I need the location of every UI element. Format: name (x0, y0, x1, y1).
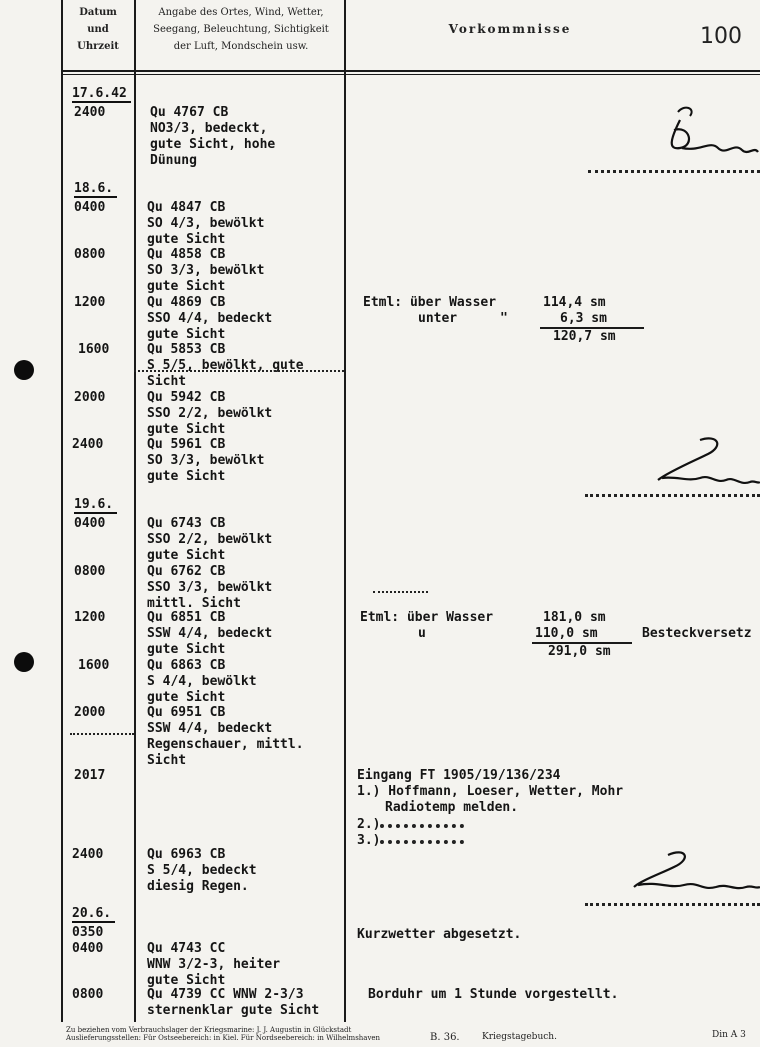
header-rule-2 (61, 74, 760, 75)
ditto-mark: " (500, 311, 508, 326)
etmal-label: u (418, 626, 426, 641)
placeholder-dots (380, 824, 464, 828)
date-label: 18.6. (74, 181, 117, 198)
borduhr-entry: Borduhr um 1 Stunde vorgestellt. (368, 987, 619, 1002)
time-label: 2017 (74, 768, 106, 783)
weather-entry: Qu 4869 CB SSO 4/4, bedeckt gute Sicht (147, 295, 273, 342)
footer-imprint: Zu beziehen vom Verbrauchslager der Kriegsmarine: J. J. Augustin in Glückstadt Auslieferungsstellen: Für Ostseebereich: in Kiel. Für Nordseebereich: in Wilhelmshaven (66, 1026, 381, 1042)
weather-entry: Qu 5942 CB SSO 2/2, bewölkt gute Sicht (147, 390, 273, 437)
time-label: 2400 (72, 437, 104, 452)
time-label: 0400 (74, 200, 106, 215)
signature (648, 432, 760, 494)
weather-entry: Qu 4858 CB SO 3/3, bewölkt gute Sicht (147, 247, 265, 294)
weather-entry: Qu 6963 CB S 5/4, bedeckt diesig Regen. (147, 847, 257, 894)
weather-entry: Qu 6851 CB SSW 4/4, bedeckt gute Sicht (147, 610, 273, 657)
weather-entry: Qu 4847 CB SO 4/3, bewölkt gute Sicht (147, 200, 265, 247)
time-label: 2000 (74, 705, 106, 720)
footer-din: Din A 3 (712, 1030, 746, 1040)
column-rule-1 (134, 0, 136, 1022)
header-ort: Angabe des Ortes, Wind, Wetter, Seegang, Beleuchtung, Sichtigkeit der Luft, Mondschein usw. (153, 7, 329, 52)
separator-dots (134, 370, 344, 372)
time-label: 1200 (74, 295, 106, 310)
etmal-value: 114,4 sm (543, 295, 606, 310)
signature (628, 845, 760, 905)
etmal-note: Besteckversetz (642, 626, 752, 641)
time-label: 0400 (72, 941, 104, 956)
separator-dots (70, 733, 134, 735)
time-label: 1600 (78, 658, 110, 673)
time-label: 0800 (74, 247, 106, 262)
date-label: 19.6. (74, 497, 117, 514)
kurzwetter-entry: Kurzwetter abgesetzt. (357, 927, 522, 942)
column-rule-2 (344, 0, 346, 1022)
time-label: 0800 (74, 564, 106, 579)
column-rule-left (61, 0, 63, 1022)
etmal-entry: Etml: über Wasser (360, 610, 494, 625)
header-vorkommnisse: Vorkommnisse (448, 22, 572, 36)
time-label: 2400 (72, 847, 104, 862)
weather-entry: Qu 6863 CB S 4/4, bewölkt gute Sicht (147, 658, 257, 705)
time-label: 0400 (74, 516, 106, 531)
header-datum: Datum und Uhrzeit (77, 7, 119, 52)
time-label: 1600 (78, 342, 110, 357)
weather-entry: Qu 4743 CC WNW 3/2-3, heiter gute Sicht (147, 941, 281, 988)
etmal-value: 6,3 sm (560, 311, 607, 326)
etmal-value: 181,0 sm (543, 610, 606, 625)
weather-entry: Qu 6762 CB SSO 3/3, bewölkt mittl. Sicht (147, 564, 273, 611)
time-label: 2000 (74, 390, 106, 405)
footer-title: Kriegstagebuch. (482, 1032, 557, 1042)
ft-item: 2.) (357, 817, 381, 832)
signature (660, 100, 760, 170)
etmal-value: 110,0 sm (535, 626, 598, 641)
signature-line (585, 494, 760, 497)
time-label: 2400 (74, 105, 106, 120)
weather-entry: Qu 4767 CB NO3/3, bedeckt, gute Sicht, hohe Dünung (150, 105, 276, 168)
signature-line (588, 170, 760, 173)
etmal-total: 120,7 sm (553, 329, 616, 344)
header-rule (61, 70, 760, 72)
placeholder-dots (380, 840, 464, 844)
punch-hole-bottom (14, 652, 34, 672)
ft-entry: Eingang FT 1905/19/136/234 1.) Hoffmann, Loeser, Wetter, Mohr Radiotemp melden. (357, 768, 624, 815)
punch-hole-top (14, 360, 34, 380)
footer-form-number: B. 36. (430, 1032, 460, 1043)
time-label: 1200 (74, 610, 106, 625)
weather-entry: Qu 5853 CB S 5/5, bewölkt, gute Sicht (147, 342, 304, 389)
time-label: 0350 (72, 925, 104, 940)
etmal-total: 291,0 sm (548, 644, 611, 659)
weather-entry: Qu 4739 CC WNW 2-3/3 sternenklar gute Sicht (147, 987, 320, 1018)
weather-entry: Qu 5961 CB SO 3/3, bewölkt gute Sicht (147, 437, 265, 484)
time-label: 0800 (72, 987, 104, 1002)
separator-dots (373, 591, 428, 593)
etmal-entry: Etml: über Wasser (363, 295, 497, 310)
weather-entry: Qu 6743 CB SSO 2/2, bewölkt gute Sicht (147, 516, 273, 563)
page-number: 100 (700, 24, 742, 49)
weather-entry: Qu 6951 CB SSW 4/4, bedeckt Regenschauer, mittl. Sicht (147, 705, 304, 768)
date-label: 17.6.42 (72, 86, 131, 103)
etmal-label: unter (418, 311, 458, 326)
date-label: 20.6. (72, 906, 115, 923)
ft-item: 3.) (357, 833, 381, 848)
